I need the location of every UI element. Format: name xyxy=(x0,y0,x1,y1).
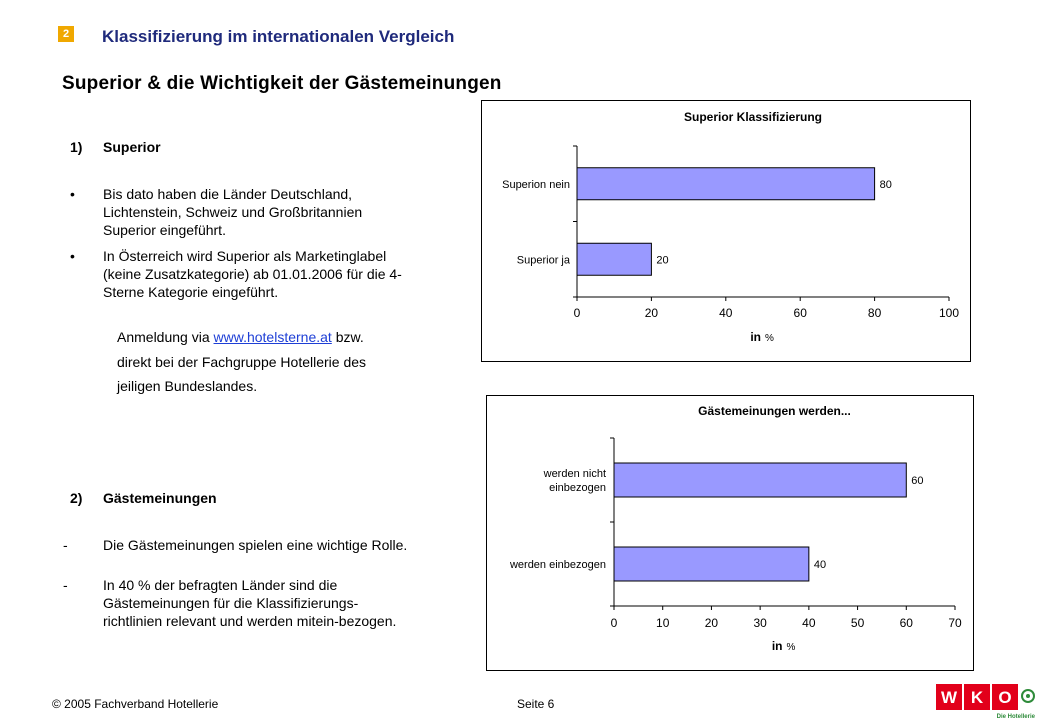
category-label: einbezogen xyxy=(549,482,606,494)
x-axis-label: in xyxy=(750,330,761,344)
wko-logo-svg xyxy=(936,684,1036,720)
x-tick-label: 80 xyxy=(867,306,882,320)
category-label: Superion nein xyxy=(502,178,570,191)
bar xyxy=(614,547,809,581)
section2-number: 2) xyxy=(70,490,83,506)
chart-title: Superior Klassifizierung xyxy=(683,110,823,124)
superior-chart xyxy=(481,100,971,362)
bullet-marker: • xyxy=(70,186,75,202)
category-label: werden einbezogen xyxy=(509,559,606,571)
section1-bullet-2: In Österreich wird Superior als Marketinglabel (keine Zusatzkategorie) ab 01.01.2006 für die 4-Sterne Kategorie eingeführt. xyxy=(103,248,402,300)
logo-tagline: Die Hotellerie xyxy=(996,714,1035,720)
section1-bullet-1: Bis dato haben die Länder Deutschland, Lichtenstein, Schweiz und Großbritannien Superior eingeführt. xyxy=(103,186,363,238)
section1-heading: Superior xyxy=(103,139,161,155)
registration-note-line3: jeiligen Bundeslandes. xyxy=(117,378,258,394)
category-label: Superior ja xyxy=(516,254,570,267)
section2-heading: Gästemeinungen xyxy=(103,490,217,506)
page-title: Superior & die Wichtigkeit der Gästemeinungen xyxy=(62,73,502,94)
hotelsterne-link[interactable]: www.hotelsterne.at xyxy=(213,329,332,345)
x-tick-label: 70 xyxy=(948,616,962,630)
logo-letter-o: O xyxy=(998,688,1012,707)
x-axis-label: in xyxy=(771,639,783,653)
data-label: 20 xyxy=(656,254,669,267)
wko-logo xyxy=(936,684,1036,725)
bar xyxy=(614,463,906,497)
chart-title: Gästemeinungen werden... xyxy=(698,404,851,418)
note-suffix: bzw. xyxy=(331,329,364,345)
x-tick-label: 60 xyxy=(899,616,913,630)
x-tick-label: 0 xyxy=(610,616,618,630)
page-number: Seite 6 xyxy=(517,697,555,711)
guest-opinion-chart xyxy=(486,395,974,671)
section2-bullet-1: Die Gästemeinungen spielen eine wichtige Rolle. xyxy=(103,537,408,553)
bar xyxy=(577,168,875,200)
x-tick-label: 20 xyxy=(704,616,719,630)
x-axis-unit: % xyxy=(765,333,774,344)
footer-copyright: © 2005 Fachverband Hotellerie xyxy=(52,697,219,711)
superior-chart-svg xyxy=(482,101,970,361)
x-tick-label: 60 xyxy=(793,306,807,320)
logo-letter-w: W xyxy=(940,688,958,707)
x-tick-label: 30 xyxy=(753,616,767,630)
bar xyxy=(577,243,651,275)
logo-letter-k: K xyxy=(970,688,984,707)
x-tick-label: 0 xyxy=(573,306,581,320)
section1-number: 1) xyxy=(70,139,83,155)
bullet-marker: • xyxy=(70,248,75,264)
x-tick-label: 50 xyxy=(850,616,865,630)
guest-opinion-chart-svg xyxy=(487,396,973,670)
dash-marker: - xyxy=(63,577,68,593)
x-tick-label: 40 xyxy=(719,306,733,320)
registration-note-line2: direkt bei der Fachgruppe Hotellerie des xyxy=(117,354,367,370)
hotel-emblem-icon xyxy=(1022,690,1034,702)
x-tick-label: 100 xyxy=(938,306,960,320)
x-tick-label: 40 xyxy=(802,616,816,630)
dash-marker: - xyxy=(63,537,68,553)
section-badge: 2 xyxy=(58,26,74,42)
x-tick-label: 10 xyxy=(656,616,670,630)
data-label: 60 xyxy=(911,475,924,487)
x-tick-label: 20 xyxy=(644,306,659,320)
x-axis-unit: % xyxy=(786,642,796,653)
category-label: werden nicht xyxy=(543,468,606,480)
header-title: Klassifizierung im internationalen Vergleich xyxy=(102,27,455,46)
registration-note xyxy=(117,326,437,348)
data-label: 80 xyxy=(879,178,892,191)
section2-bullet-2: In 40 % der befragten Länder sind die Gästemeinungen für die Klassifizierungs-richtlinien relevant und werden mitein-bezogen. xyxy=(103,577,397,629)
data-label: 40 xyxy=(813,559,827,571)
note-prefix: Anmeldung via xyxy=(117,329,214,345)
